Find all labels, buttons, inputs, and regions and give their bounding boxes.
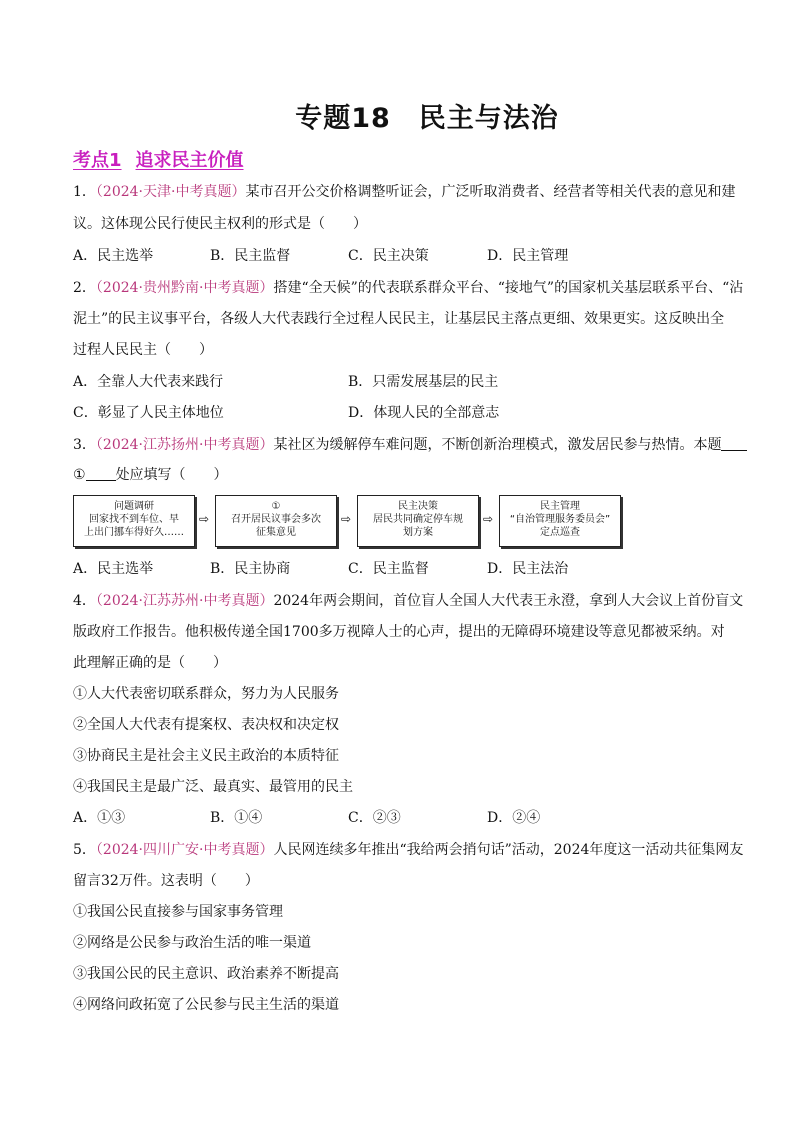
- flow-step-text: 定点巡查: [540, 527, 580, 538]
- question-1-stem-line-2: [73, 215, 723, 233]
- flow-step-1: [73, 495, 195, 547]
- section-heading: [73, 146, 244, 172]
- question-text: 泥土”的民主议事平台，各级人大代表践行全过程人民民主，让基层民主落点更细、效果更实。这反映出全: [73, 311, 725, 327]
- flow-step-text: 上出门挪车得好久……: [84, 527, 184, 538]
- question-text: 处应填写（ ）: [115, 467, 228, 483]
- question-3-stem: [73, 436, 723, 454]
- question-4-option-b: B．①④: [210, 810, 263, 826]
- flow-step-text: 召开居民议事会多次: [231, 514, 321, 525]
- question-1-option-c: C．民主决策: [348, 248, 429, 264]
- flow-step-2: [215, 495, 337, 547]
- question-source: （2024·贵州黔南·中考真题）: [95, 280, 274, 296]
- flow-step-title: ①: [271, 501, 281, 512]
- title-topic-number: 专题18: [295, 103, 391, 134]
- question-number: 4．: [73, 593, 96, 609]
- question-source: （2024·江苏扬州·中考真题）: [95, 437, 274, 453]
- flow-step-text: 征集意见: [256, 527, 296, 538]
- flow-step-text: 回家找不到车位、早: [89, 514, 179, 525]
- question-text: 某市召开公交价格调整听证会，广泛听取消费者、经营者等相关代表的意见和建: [245, 184, 736, 200]
- question-5-stem: [73, 841, 744, 859]
- flow-step-4: [499, 495, 621, 547]
- question-3-option-c: C．民主监督: [348, 561, 429, 577]
- question-text: 人民网连续多年推出“我给两会捎句话”活动，2024年度这一活动共征集网友: [273, 842, 744, 858]
- question-2-option-b: B．只需发展基层的民主: [348, 374, 499, 390]
- question-2-stem-line-2: [73, 310, 723, 328]
- question-1-option-d: D．民主管理: [487, 248, 569, 264]
- question-4-option-d: D．②④: [487, 810, 541, 826]
- question-3-stem-line-2: [73, 466, 723, 484]
- question-4-stem-line-3: [73, 654, 723, 672]
- question-4-item-2: ②全国人大代表有提案权、表决权和决定权: [73, 717, 339, 733]
- question-text: 某社区为缓解停车难问题，不断创新治理模式，激发居民参与热情。本题: [273, 437, 722, 453]
- question-text: 留言32万件。这表明（ ）: [73, 873, 259, 889]
- section-number: 考点1: [73, 150, 122, 171]
- question-text: 此理解正确的是（ ）: [73, 655, 227, 671]
- answer-blank: [721, 437, 747, 451]
- question-4-item-1: ①人大代表密切联系群众，努力为人民服务: [73, 686, 339, 702]
- flow-step-title: 民主管理: [540, 501, 580, 512]
- flow-step-title: 问题调研: [114, 501, 154, 512]
- question-4-item-3: ③协商民主是社会主义民主政治的本质特征: [73, 748, 339, 764]
- title-topic-name: 民主与法治: [418, 103, 559, 134]
- question-text: 版政府工作报告。他积极传递全国1700多万视障人士的心声，提出的无障碍环境建设等意见都被采纳。对: [73, 624, 725, 640]
- question-5-item-1: ①我国公民直接参与国家事务管理: [73, 904, 283, 920]
- question-5-stem-line-2: [73, 872, 723, 890]
- question-2-option-a: A．全靠人大代表来践行: [73, 374, 224, 390]
- flow-step-text: “自治管理服务委员会”: [509, 514, 611, 525]
- question-text: 2024年两会期间，首位盲人全国人大代表王永澄，拿到人大会议上首份盲文: [273, 593, 744, 609]
- question-number: 2．: [73, 280, 96, 296]
- question-5-item-4: ④网络问政拓宽了公民参与民主生活的渠道: [73, 997, 339, 1013]
- flow-step-title: 民主决策: [398, 501, 438, 512]
- question-text: 搭建“全天候”的代表联系群众平台、“接地气”的国家机关基层联系平台、“沾: [273, 280, 744, 296]
- question-4-item-4: ④我国民主是最广泛、最真实、最管用的民主: [73, 779, 353, 795]
- question-3-option-d: D．民主法治: [487, 561, 569, 577]
- question-1-stem: [73, 183, 736, 201]
- question-2-stem: [73, 279, 744, 297]
- flow-step-text: 划方案: [403, 527, 433, 538]
- blank-marker: ①: [73, 467, 86, 483]
- question-5-item-3: ③我国公民的民主意识、政治素养不断提高: [73, 966, 339, 982]
- question-number: 5．: [73, 842, 96, 858]
- flow-step-text: 居民共同确定停车规: [373, 514, 463, 525]
- flow-arrow-icon: ⇨: [341, 512, 352, 526]
- question-3-option-b: B．民主协商: [210, 561, 291, 577]
- question-text: 过程人民民主（ ）: [73, 342, 213, 358]
- question-text: 议。这体现公民行使民主权利的形式是（ ）: [73, 216, 367, 232]
- question-1-option-b: B．民主监督: [210, 248, 291, 264]
- flow-arrow-icon: ⇨: [483, 512, 494, 526]
- answer-blank: [86, 467, 116, 481]
- flow-step-3: [357, 495, 479, 547]
- question-source: （2024·四川广安·中考真题）: [95, 842, 274, 858]
- question-1-option-a: A．民主选举: [73, 248, 154, 264]
- question-source: （2024·江苏苏州·中考真题）: [95, 593, 274, 609]
- question-number: 3．: [73, 437, 96, 453]
- question-number: 1．: [73, 184, 96, 200]
- question-2-option-c: C．彰显了人民主体地位: [73, 405, 224, 421]
- question-4-stem: [73, 592, 744, 610]
- question-2-stem-line-3: [73, 341, 723, 359]
- flow-arrow-icon: ⇨: [199, 512, 210, 526]
- question-3-option-a: A．民主选举: [73, 561, 154, 577]
- question-2-option-d: D．体现人民的全部意志: [348, 405, 500, 421]
- question-source: （2024·天津·中考真题）: [95, 184, 246, 200]
- question-4-stem-line-2: [73, 623, 723, 641]
- question-4-option-a: A．①③: [73, 810, 126, 826]
- question-5-item-2: ②网络是公民参与政治生活的唯一渠道: [73, 935, 311, 951]
- question-4-option-c: C．②③: [348, 810, 401, 826]
- page-title: [0, 96, 794, 135]
- section-name: 追求民主价值: [135, 150, 244, 171]
